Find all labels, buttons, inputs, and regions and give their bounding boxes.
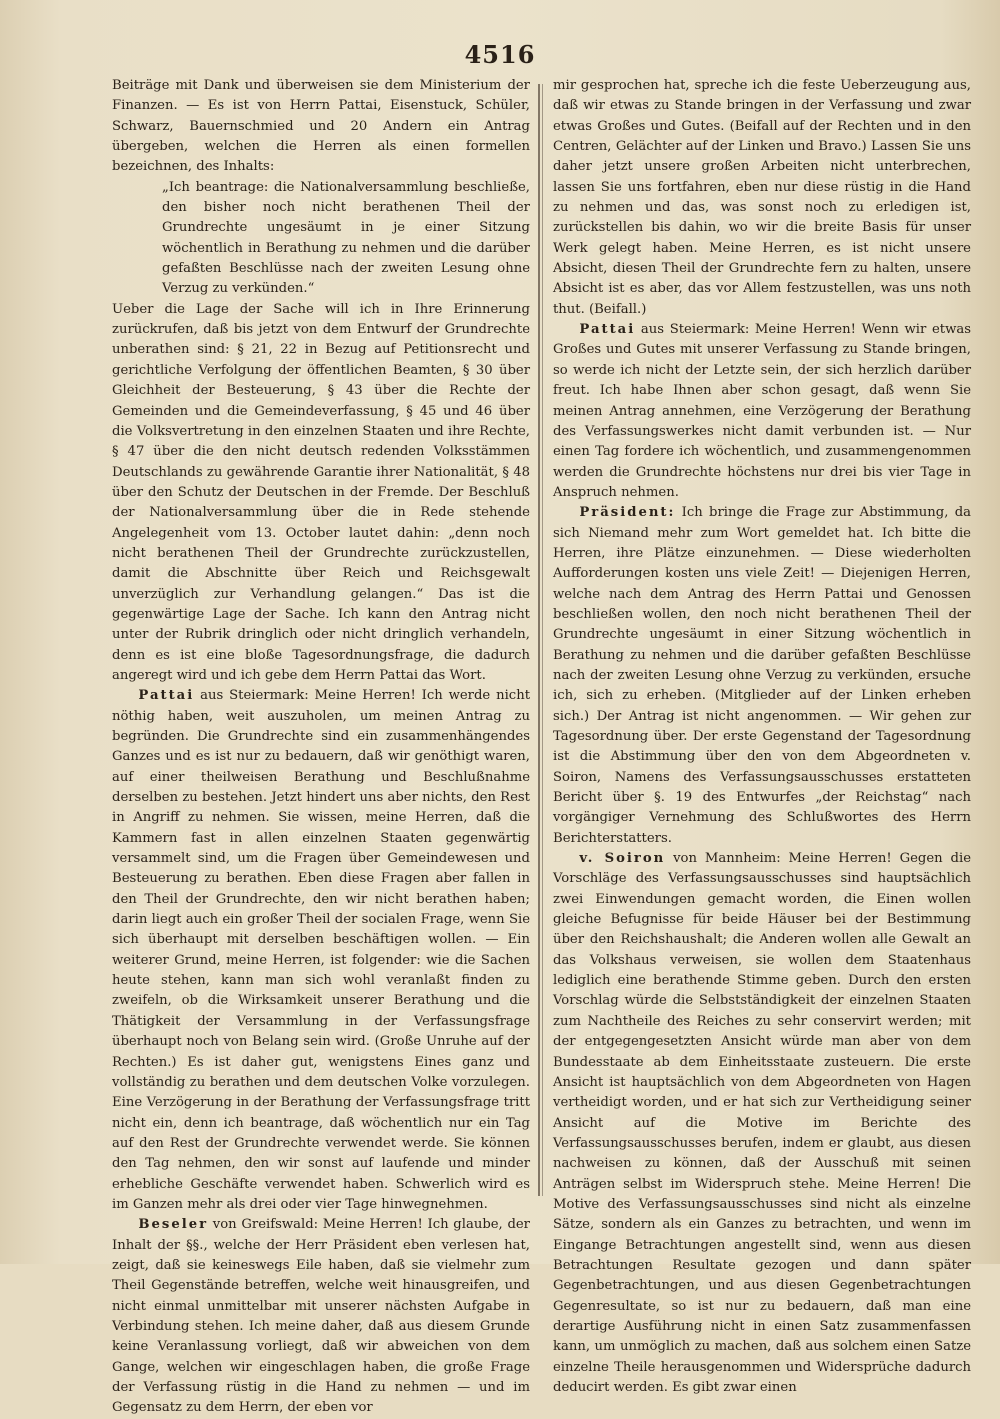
page-number: 4516: [464, 40, 536, 69]
left-column: [112, 76, 530, 1416]
right-column: [553, 76, 971, 1395]
quoted-motion: „Ich beantrage: die Nationalversammlung beschließe, den bisher noch nicht berathenen Theil der Grundrechte ungesäumt in je einer Sitzung wöchentlich in Berathung zu nehmen und die darüber gefaßten Beschlüsse nach der zweiten Lesung ohne Verzug zu verkünden.“: [162, 179, 530, 297]
speech-text: aus Steiermark: Meine Herren! Wenn wir etwas Großes und Gutes mit unserer Verfassung zu Stande bringen, so werde ich nicht der Letzte sein, der sich herzlich darüber freut. Ich habe Ihnen aber schon gesagt, daß wenn Sie meinen Antrag annehmen, eine Verzögerung der Berathung des Verfassungswerkes nicht damit verbunden ist. — Nur einen Tag fordere ich wöchentlich, und zusammengenommen werden die Grundrechte höchstens nur drei bis vier Tage in Anspruch nehmen.: [553, 322, 971, 500]
column-divider-thin: [542, 84, 543, 1196]
speaker-name: Pattai: [579, 322, 636, 338]
speaker-name: Präsident:: [579, 505, 676, 521]
speech-paragraph: [112, 686, 530, 1215]
speaker-name: Beseler: [138, 1217, 209, 1233]
speech-paragraph: [553, 849, 971, 1398]
speaker-name: Pattai: [138, 688, 195, 704]
speech-paragraph: [112, 1215, 530, 1418]
paragraph: Beiträge mit Dank und überweisen sie dem Ministerium der Finanzen. — Es ist von Herrn Pattai, Eisenstuck, Schüler, Schwarz, Bauernschmied und 20 Andern ein Antrag übergeben, welchen die Herren als einen formellen bezeichnen, des Inhalts:: [112, 78, 530, 175]
speech-text: Ich bringe die Frage zur Abstimmung, da sich Niemand mehr zum Wort gemeldet hat. Ich bitte die Herren, ihre Plätze einzunehmen. — Diese wiederholten Aufforderungen kosten uns viele Zeit! — Diejenigen Herren, welche nach dem Antrag des Herrn Pattai und Genossen beschließen wollen, den noch nicht berathenen Theil der Grundrechte ungesäumt in einer Sitzung wöchentlich in Berathung zu nehmen und die darüber gefaßten Beschlüsse nach der zweiten Lesung ohne Verzug zu verkünden, ersuche ich, sich zu erheben. (Mitglieder auf der Linken erheben sich.) Der Antrag ist nicht angenommen. — Wir gehen zur Tagesordnung über. Der erste Gegenstand der Tagesordnung ist die Abstimmung über den von dem Abgeordneten v. Soiron, Namens des Verfassungsausschusses erstatteten Bericht über §. 19 des Entwurfes „der Reichstag“ nach vorgängiger Vernehmung des Schlußwortes des Herrn Berichterstatters.: [553, 505, 971, 846]
president-paragraph: [553, 503, 971, 849]
speech-paragraph: [553, 320, 971, 503]
speech-text: aus Steiermark: Meine Herren! Ich werde nicht nöthig haben, weit auszuholen, um meinen Antrag zu begründen. Die Grundrechte sind ein zusammenhängendes Ganzes und es ist nur zu bedauern, daß wir genöthigt waren, auf einer theilweisen Berathung und Beschlußnahme derselben zu bestehen. Jetzt hindert uns aber nichts, den Rest in Angriff zu nehmen. Sie wissen, meine Herren, daß die Kammern fast in allen einzelnen Staaten gegenwärtig versammelt sind, um die Fragen über Gemeindewesen und Besteuerung zu berathen. Eben diese Fragen aber fallen in den Theil der Grundrechte, den wir nicht berathen haben; darin liegt auch ein großer Theil der socialen Frage, wenn Sie sich überhaupt mit derselben beschäftigen wollen. — Ein weiterer Grund, meine Herren, ist folgender: wie die Sachen heute stehen, kann man sich wohl veranlaßt finden zu zweifeln, ob die Wirksamkeit unserer Berathung und die Thätigkeit der Versammlung in der Verfassungsfrage überhaupt noch von Belang sein wird. (Große Unruhe auf der Rechten.) Es ist daher gut, wenigstens Eines ganz und vollständig zu berathen und dem deutschen Volke vorzulegen. Eine Verzögerung in der Berathung der Verfassungsfrage tritt nicht ein, denn ich beantrage, daß wöchentlich nur ein Tag auf den Rest der Grundrechte verwendet werde. Sie können den Tag nehmen, den wir sonst auf laufende und minder erhebliche Geschäfte verwendet haben. Schwerlich wird es im Ganzen mehr als drei oder vier Tage hinwegnehmen.: [112, 688, 530, 1212]
speaker-name: v. Soiron: [579, 851, 666, 867]
column-divider: [538, 84, 540, 1196]
speech-text: von Mannheim: Meine Herren! Gegen die Vorschläge des Verfassungsausschusses sind hauptsächlich zwei Einwendungen gemacht worden, die Einen wollen gleiche Befugnisse für beide Häuser bei der Bestimmung über den Reichshaushalt; die Anderen wollen alle Gewalt an das Volkshaus verweisen, sie wollen dem Staatenhaus lediglich eine berathende Stimme geben. Durch den ersten Vorschlag würde die Selbstständigkeit der einzelnen Staaten zum Nachtheile des Reiches zu sehr conservirt werden; mit der entgegengesetzten Ansicht würde man aber von dem Bundesstaate ab dem Einheitsstaate zusteuern. Die erste Ansicht ist hauptsächlich von dem Abgeordneten von Hagen vertheidigt worden, und er hat sich zur Vertheidigung seiner Ansicht auf die Motive im Berichte des Verfassungsausschusses berufen, indem er glaubt, aus diesen nachweisen zu können, daß der Ausschuß mit seinen Anträgen selbst im Widerspruch stehe. Meine Herren! Die Motive des Verfassungsausschusses sind nicht als einzelne Sätze, sondern als ein Ganzes zu betrachten, und wenn im Eingange Betrachtungen angestellt sind, wenn aus diesen Betrachtungen Resultate gezogen und dann später Gegenbetrachtungen, und aus diesen Gegenbetrachtungen Gegenresultate, so ist nur zu bedauern, daß man eine derartige Ausführung nicht in einen Satz zusammenfassen kann, um unmöglich zu machen, daß aus solchem einen Satze einzelne Theile herausgenommen und Widersprüche dadurch deducirt werden. Es gibt zwar einen: [553, 851, 971, 1395]
speech-text: von Greifswald: Meine Herren! Ich glaube, der Inhalt der §§., welche der Herr Präsident eben verlesen hat, zeigt, daß sie keineswegs Eile haben, daß sie vielmehr zum Theil Gegenstände betreffen, welche weit hinausgreifen, und nicht einmal unmittelbar mit unserer nächsten Aufgabe in Verbindung stehen. Ich meine daher, daß aus diesem Grunde keine Veranlassung vorliegt, daß wir abweichen von dem Gange, welchen wir eingeschlagen haben, die große Frage der Verfassung rüstig in die Hand zu nehmen — und im Gegensatz zu dem Herrn, der eben vor: [112, 1217, 530, 1416]
paragraph: mir gesprochen hat, spreche ich die feste Ueberzeugung aus, daß wir etwas zu Stande bringen in der Verfassung und zwar etwas Großes und Gutes. (Beifall auf der Rechten und in den Centren, Gelächter auf der Linken und Bravo.) Lassen Sie uns daher jetzt unsere großen Arbeiten nicht unterbrechen, lassen Sie uns fortfahren, eben nur diese rüstig in die Hand zu nehmen und das, was sonst noch zu erledigen ist, zurückstellen bis dahin, wo wir die breite Basis für unser Werk gelegt haben. Meine Herren, es ist nicht unsere Absicht, diesen Theil der Grundrechte fern zu halten, unsere Absicht ist es aber, das vor Allem festzustellen, was uns noth thut. (Beifall.): [553, 78, 971, 317]
paragraph: Ueber die Lage der Sache will ich in Ihre Erinnerung zurückrufen, daß bis jetzt von dem Entwurf der Grundrechte unberathen sind: § 21, 22 in Bezug auf Petitionsrecht und gerichtliche Verfolgung der öffentlichen Beamten, § 30 über Gleichheit der Besteuerung, § 43 über die Rechte der Gemeinden und die Gemeindeverfassung, § 45 und 46 über die Volksvertretung in den einzelnen Staaten und ihre Rechte, § 47 über die den nicht deutsch redenden Volksstämmen Deutschlands zu gewährende Garantie ihrer Nationalität, § 48 über den Schutz der Deutschen in der Fremde. Der Beschluß der Nationalversammlung über die in Rede stehende Angelegenheit vom 13. October lautet dahin: „denn noch nicht berathenen Theil der Grundrechte zurückzustellen, damit die Abschnitte über Reich und Reichsgewalt unverzüglich zur Verhandlung gelangen.“ Das ist die gegenwärtige Lage der Sache. Ich kann den Antrag nicht unter der Rubrik dringlich oder nicht dringlich verhandeln, denn es ist eine bloße Tagesordnungsfrage, die dadurch angeregt wird und ich gebe dem Herrn Pattai das Wort.: [112, 301, 530, 683]
